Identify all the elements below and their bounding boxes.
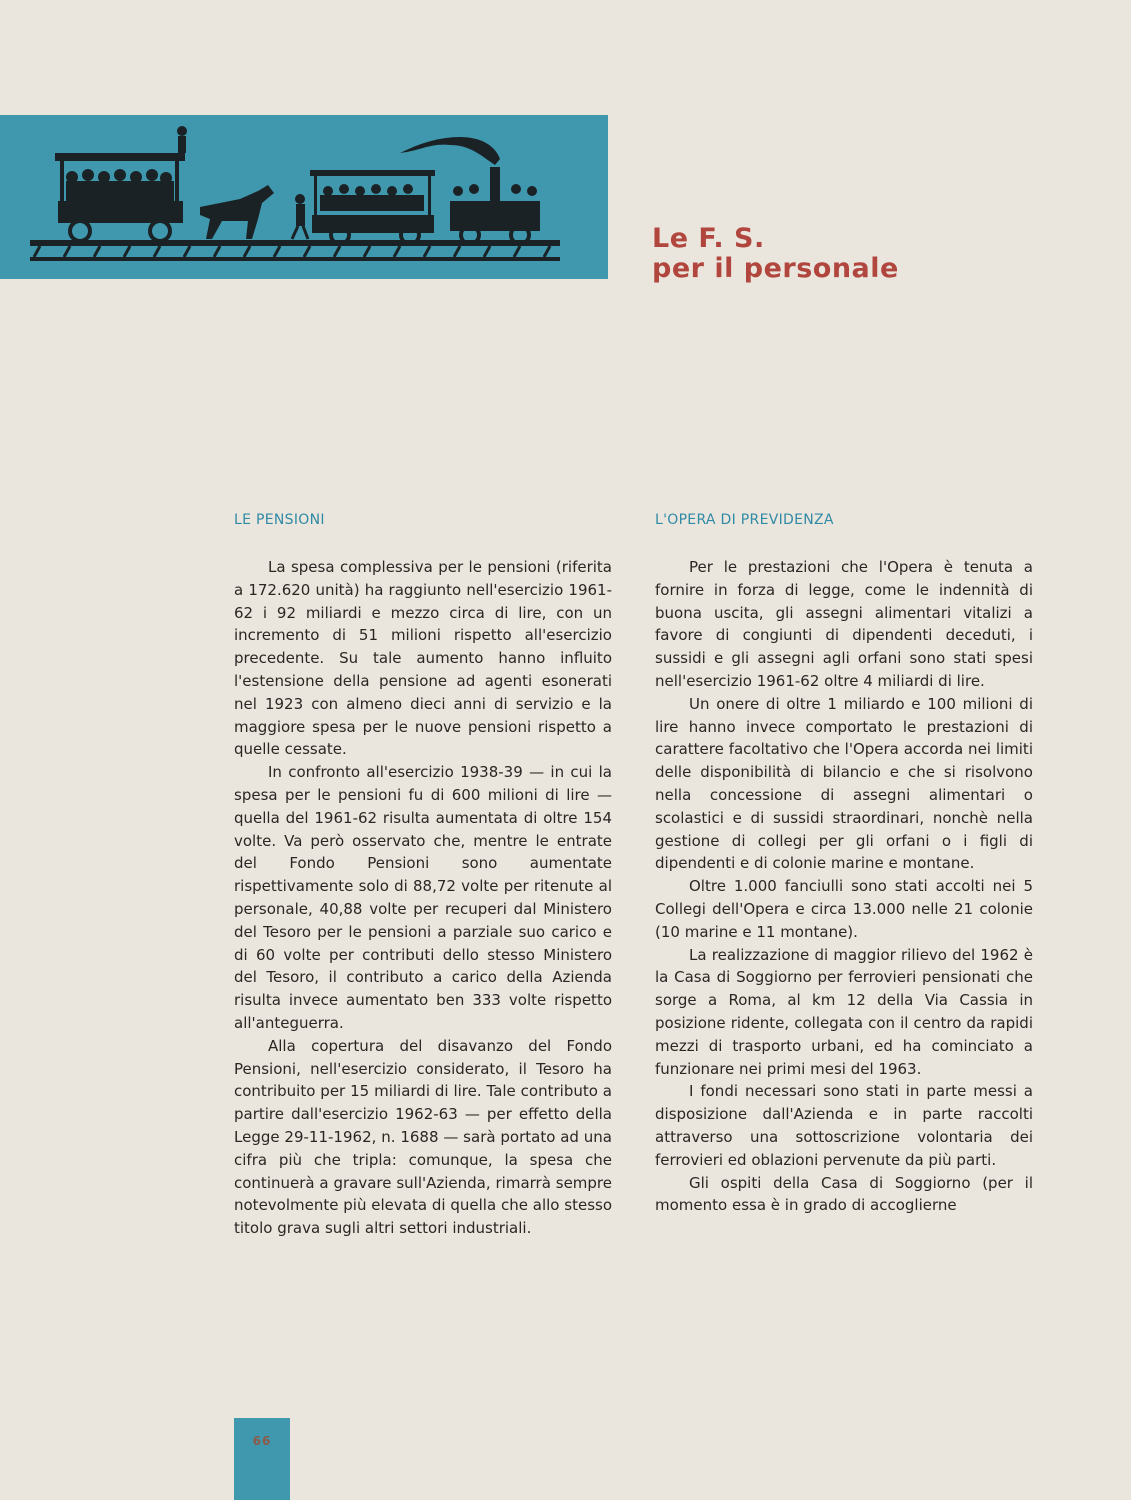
horse-tram-and-steam-train-illustration (0, 115, 608, 279)
paragraph: In confronto all'esercizio 1938-39 — in cui la spesa per le pensioni fu di 600 milioni di lire — quella del 1961-62 risulta aumentata di oltre 154 volte. Va però osservato che, mentre le entrate del Fondo Pensioni sono aumentate rispettivamente solo di 88,72 volte per ritenute al personale, 40,88 volte per recuperi dal Ministero del Tesoro per le pensioni a parziale suo carico e di 60 volte per contributi dello stesso Ministero del Tesoro, il contributo a carico della Azienda risulta invece aumentato ben 333 volte rispetto all'anteguerra. (234, 763, 612, 1032)
paragraph: I fondi necessari sono stati in parte messi a disposizione dall'Azienda e in parte raccolti attraverso una sottoscrizione volontaria dei ferrovieri ed oblazioni pervenute da più parti. (655, 1082, 1033, 1169)
header-banner (0, 115, 608, 279)
page-title-line-2: per il personale (652, 253, 899, 284)
paragraph: Un onere di oltre 1 miliardo e 100 milioni di lire hanno invece comportato le prestazioni di carattere facoltativo che l'Opera accorda nei limiti delle disponibilità di bilancio e che si risolvono nella concessione di assegni alimentari o scolastici e di sussidi straordinari, nonchè nella gestione di collegi per gli orfani o i figli di dipendenti e di colonie marine e montane. (655, 694, 1033, 873)
page-title (652, 224, 899, 284)
page-title-line-1: Le F. S. (652, 223, 765, 254)
section-heading-pensioni: LE PENSIONI (234, 512, 325, 528)
paragraph: La realizzazione di maggior rilievo del 1962 è la Casa di Soggiorno per ferrovieri pensionati che sorge a Roma, al km 12 della Via Cassia in posizione ridente, collegata con il centro da rapidi mezzi di trasporto urbani, ed ha cominciato a funzionare nei primi mesi del 1963. (655, 945, 1033, 1078)
paragraph: La spesa complessiva per le pensioni (riferita a 172.620 unità) ha raggiunto nell'esercizio 1961-62 i 92 miliardi e mezzo circa di lire, con un incremento di 51 milioni rispetto all'esercizio precedente. Su tale aumento hanno influito l'estensione della pensione ad agenti esonerati nel 1923 con almeno dieci anni di servizio e la maggiore spesa per le nuove pensioni rispetto a quelle cessate. (234, 558, 612, 759)
paragraph: Per le prestazioni che l'Opera è tenuta a fornire in forza di legge, come le indennità di buona uscita, gli assegni alimentari vitalizi a favore di congiunti di dipendenti deceduti, i sussidi e gli assegni agli orfani sono stati spesi nell'esercizio 1961-62 oltre 4 miliardi di lire. (655, 558, 1033, 690)
section-heading-opera-di-previdenza: L'OPERA DI PREVIDENZA (655, 512, 834, 528)
paragraph: Oltre 1.000 fanciulli sono stati accolti nei 5 Collegi dell'Opera e circa 13.000 nelle 21 colonie (10 marine e 11 montane). (655, 877, 1033, 941)
page-number: 66 (252, 1434, 272, 1448)
left-column (234, 510, 612, 1240)
paragraph: Alla copertura del disavanzo del Fondo Pensioni, nell'esercizio considerato, il Tesoro ha contribuito per 15 miliardi di lire. Tale contributo a partire dall'esercizio 1962-63 — per effetto della Legge 29-11-1962, n. 1688 — sarà portato ad una cifra più che tripla: comunque, la spesa che continuerà a gravare sull'Azienda, rimarrà sempre notevolmente più elevata di quella che allo stesso titolo grava sugli altri settori industriali. (234, 1036, 612, 1238)
paragraph: Gli ospiti della Casa di Soggiorno (per il momento essa è in grado di accoglierne (655, 1173, 1033, 1215)
right-column (655, 510, 1033, 1217)
page-number-tab (234, 1418, 290, 1500)
